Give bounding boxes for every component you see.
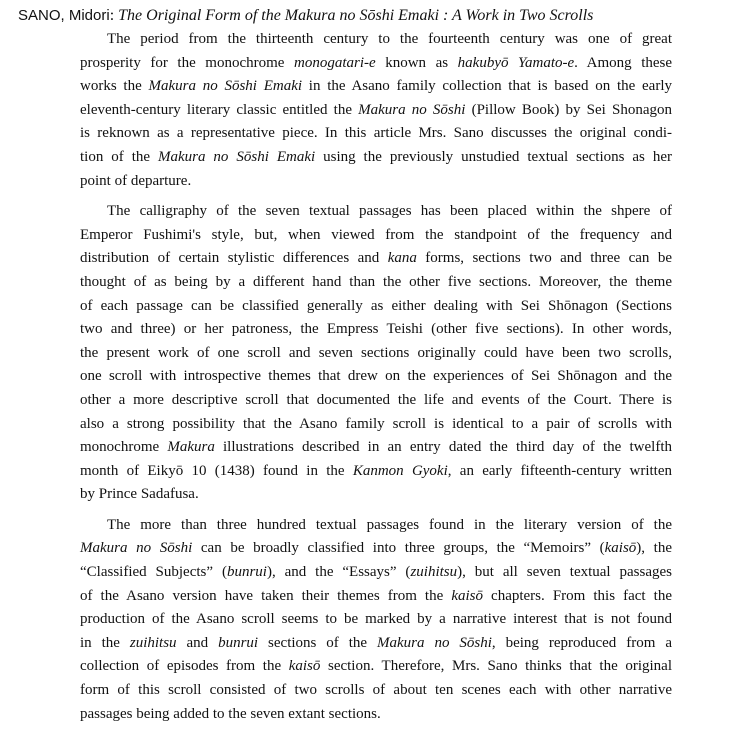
text-segment: and [176,634,219,651]
text-segment: month of Eikyō 10 (1438) found in the [80,462,353,479]
text-line [80,318,672,342]
italic-term: Kanmon Gyoki [352,462,448,479]
text-line [80,413,672,437]
italic-term: Makura no Sōshi [358,101,466,118]
text-segment: , an early fifteenth-century written [447,462,673,479]
paragraph [80,28,672,193]
text-segment: The period from the thirteenth century to the fourteenth century was one of great [107,31,672,47]
text-line [80,561,672,585]
text-line [80,460,672,484]
text-segment: in the Asano family collection that is based on the early [302,78,672,95]
italic-term: monogatari-e [294,54,376,71]
text-line [80,608,672,632]
text-line [80,271,672,295]
italic-term: Makura no Sōshi [377,634,492,651]
text-line [80,146,672,170]
italic-term: kaisō [451,587,483,604]
text-segment: Emperor Fushimi's style, but, when viewed from the standpoint of the frequency and [80,226,672,243]
italic-term: kaisō [288,658,321,675]
text-segment: tion of the [80,148,158,165]
italic-term: Makura no Sōshi Emaki [148,78,303,95]
italic-term: kaisō [604,540,637,557]
text-line [80,247,672,271]
text-segment: form of this scroll consisted of two scrolls of about ten scenes each with other narrative [80,682,672,699]
italic-term: bunrui [218,634,259,651]
author-title-separator: : [109,7,119,24]
text-segment: other a more descriptive scroll that documented the life and events of the Court. There is [80,391,672,408]
italic-term: Makura no Sōshi [80,540,193,557]
article-body [80,28,672,733]
text-segment: one scroll with introspective themes that drew on the experiences of Sei Shōnagon and the [80,368,672,385]
text-line [80,200,672,224]
text-line [80,483,672,507]
text-segment: . Among these [574,54,673,71]
text-segment: using the previously unstudied textual sections as her [315,148,672,165]
text-line [80,122,672,146]
text-segment: The calligraphy of the seven textual passages has been placed within the shpere of [107,203,672,220]
text-segment: ), but all seven textual passages [457,564,672,581]
text-segment: sections of the [258,634,378,651]
text-segment: by Prince Sadafusa. [80,486,199,503]
text-segment: in the [80,634,130,651]
text-segment: point of departure. [80,172,192,189]
text-segment: thought of as being by a different hand than the other five sections. Moreover, the theme [80,273,672,290]
text-segment: collection of episodes from the [80,658,289,675]
text-segment: eleventh-century literary classic entitled the [80,101,359,118]
text-line [80,436,672,460]
text-line [80,655,672,679]
text-segment: known as [375,54,458,71]
text-segment: chapters. From this fact the [482,587,672,604]
text-segment: also a strong possibility that the Asano family scroll is identical to a pair of scrolls with [80,415,672,432]
text-line [80,365,672,389]
text-line [80,295,672,319]
text-line [80,514,672,538]
text-segment: ), and the “Essays” ( [266,564,411,581]
italic-term: kana [387,250,417,267]
author-name: SANO, Midori [18,7,110,24]
text-segment: passages being added to the seven extant sections. [80,705,381,722]
text-line [80,703,672,727]
text-segment: monochrome [80,439,168,456]
text-segment: is reknown as a representative piece. In this article Mrs. Sano discusses the original condi- [80,125,672,142]
text-line [80,585,672,609]
paragraph [80,200,672,507]
italic-term: bunrui [226,564,267,581]
text-segment: forms, sections two and three can be [416,250,672,267]
italic-term: zuihitsu [129,634,177,651]
text-line [80,75,672,99]
text-segment: of each passage can be classified generally as either dealing with Sei Shōnagon (Sections [80,297,672,314]
text-segment: of the Asano version have taken their themes from the [80,587,452,604]
text-segment: The more than three hundred textual passages found in the literary version of the [107,516,672,533]
text-segment: illustrations described in an entry dated the third day of the twelfth [214,439,672,456]
italic-term: hakubyō Yamato-e [457,54,575,71]
text-segment: the present work of one scroll and seven sections originally could have been two scrolls, [80,344,672,361]
text-segment: production of the Asano scroll seems to be marked by a narrative interest that is not found [80,611,672,628]
text-segment: distribution of certain stylistic differences and [80,250,388,267]
text-segment: ), the [636,540,672,557]
text-segment: two and three) or her patroness, the Empress Teishi (other five sections). In other words, [80,321,672,338]
text-line [80,389,672,413]
text-segment: section. Therefore, Mrs. Sano thinks that the original [320,658,672,675]
text-line [80,679,672,703]
paragraph [80,514,672,726]
text-segment: (Pillow Book) by Sei Shonagon [465,101,672,118]
italic-term: Makura [167,439,215,456]
article-title: The Original Form of the Makura no Sōshi Emaki : A Work in Two Scrolls [118,7,594,24]
text-segment: works the [80,78,149,95]
text-line [80,224,672,248]
text-line [80,537,672,561]
text-line [80,632,672,656]
article-header [18,5,738,26]
text-line [80,170,672,194]
italic-term: zuihitsu [410,564,458,581]
text-line [80,28,672,52]
text-segment: can be broadly classified into three groups, the “Memoirs” ( [192,540,605,557]
italic-term: Makura no Sōshi Emaki [158,148,316,165]
text-line [80,342,672,366]
text-line [80,52,672,76]
text-segment: prosperity for the monochrome [80,54,294,71]
text-segment: “Classified Subjects” ( [80,564,227,581]
text-line [80,99,672,123]
text-segment: , being reproduced from a [491,634,672,651]
